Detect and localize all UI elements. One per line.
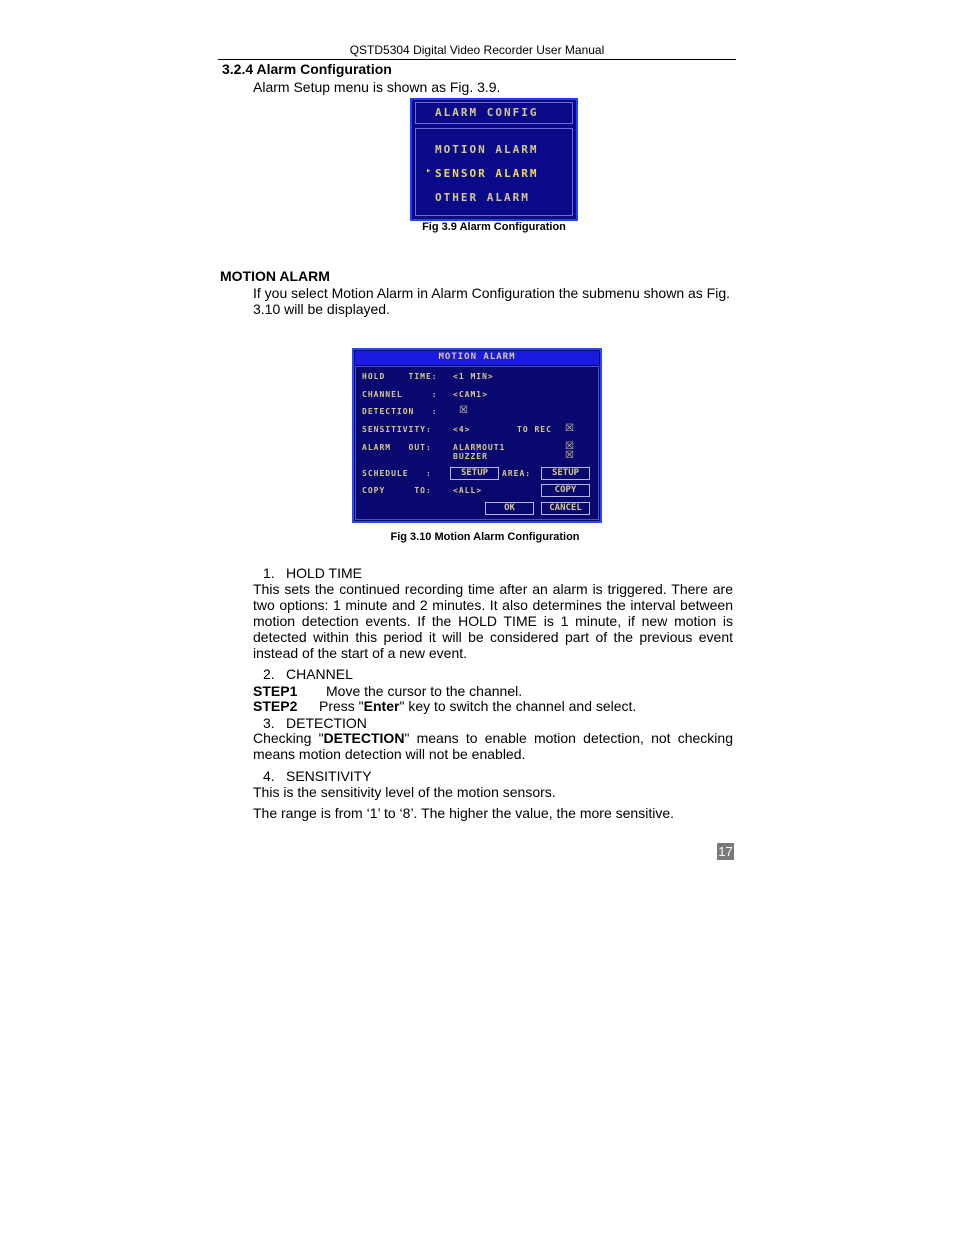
buzzer-checkbox[interactable]: ☒ — [565, 450, 574, 461]
section-heading: 3.2.4 Alarm Configuration — [222, 61, 392, 77]
menu-item-other-alarm[interactable]: OTHER ALARM — [435, 191, 530, 204]
selection-arrow-icon: ▸ — [426, 166, 433, 176]
channel-title: CHANNEL — [286, 666, 353, 682]
to-rec-label: TO REC — [517, 425, 552, 434]
alarm-out-label: ALARM OUT: — [362, 443, 432, 452]
fig39-caption: Fig 3.9 Alarm Configuration — [422, 221, 566, 233]
ok-button[interactable]: OK — [485, 502, 534, 515]
fig310-caption: Fig 3.10 Motion Alarm Configuration — [390, 531, 580, 543]
sensitivity-number: 4. — [263, 768, 275, 784]
detection-label: DETECTION : — [362, 407, 438, 416]
channel-number: 2. — [263, 666, 275, 682]
alarm-config-title: ALARM CONFIG — [435, 106, 539, 119]
header-rule — [218, 59, 736, 60]
motion-alarm-heading: MOTION ALARM — [220, 268, 330, 284]
step2-pre: Press " — [319, 698, 364, 714]
copy-to-value[interactable]: <ALL> — [453, 486, 483, 495]
detection-title: DETECTION — [286, 715, 367, 731]
motion-intro-line2: 3.10 will be displayed. — [253, 301, 390, 317]
hold-time-title: HOLD TIME — [286, 565, 362, 581]
sensitivity-line1: This is the sensitivity level of the motion sensors. — [253, 784, 556, 800]
schedule-label: SCHEDULE : — [362, 469, 432, 478]
sensitivity-value[interactable]: <4> — [453, 425, 471, 434]
step2-label: STEP2 — [253, 698, 298, 714]
to-rec-checkbox[interactable]: ☒ — [565, 423, 574, 434]
copy-button[interactable]: COPY — [541, 484, 590, 497]
step2-post: " key to switch the channel and select. — [399, 698, 637, 714]
step1-label: STEP1 — [253, 683, 298, 699]
motion-alarm-title-bar — [355, 351, 599, 365]
sensitivity-line2: The range is from ‘1’ to ‘8’. The higher the value, the more sensitive. — [253, 805, 674, 821]
motion-alarm-title: MOTION ALARM — [438, 352, 516, 362]
step2-key: Enter — [363, 698, 400, 714]
detection-post: " means to enable motion detection, not checking means motion detection will not be enabled. — [253, 730, 733, 762]
alarm-out-1-checkbox[interactable]: ☒ — [565, 441, 574, 452]
alarm-out-1: ALARMOUT1 — [453, 443, 506, 452]
section-intro: Alarm Setup menu is shown as Fig. 3.9. — [253, 79, 501, 95]
sensitivity-title: SENSITIVITY — [286, 768, 372, 784]
motion-intro-line1: If you select Motion Alarm in Alarm Configuration the submenu shown as Fig. — [253, 285, 731, 301]
copy-to-label: COPY TO: — [362, 486, 432, 495]
detection-number: 3. — [263, 715, 275, 731]
detection-pre: Checking " — [253, 730, 324, 746]
page-number: 17 — [718, 844, 733, 859]
area-setup-button[interactable]: SETUP — [541, 467, 590, 480]
motion-alarm-screen — [352, 348, 602, 523]
menu-item-sensor-alarm[interactable]: SENSOR ALARM — [435, 167, 539, 180]
hold-time-description: This sets the continued recording time after an alarm is triggered. There are two options: 1 minute and 2 minutes. It also determines the interval between motion detection events. If the HOLD TIME is 1 minute, if new motion is detected within this period it will be considered part of the previous event instead of the start of a new event. — [253, 581, 733, 661]
hold-time-value[interactable]: <1 MIN> — [453, 372, 494, 381]
menu-item-motion-alarm[interactable]: MOTION ALARM — [435, 143, 539, 156]
detection-checkbox[interactable]: ☒ — [459, 405, 468, 416]
cancel-button[interactable]: CANCEL — [541, 502, 590, 515]
hold-time-label: HOLD TIME: — [362, 372, 438, 381]
sensitivity-label: SENSITIVITY: — [362, 425, 432, 434]
detection-description — [253, 730, 733, 762]
detection-key: DETECTION — [323, 730, 405, 746]
alarm-config-screen — [410, 98, 578, 221]
alarm-out-buzzer: BUZZER — [453, 452, 488, 461]
alarm-config-menu — [415, 128, 573, 216]
schedule-setup-button[interactable]: SETUP — [450, 467, 499, 480]
alarm-config-title-bar — [415, 102, 573, 124]
channel-value[interactable]: <CAM1> — [453, 390, 488, 399]
document-header: QSTD5304 Digital Video Recorder User Manual — [349, 43, 605, 57]
hold-time-number: 1. — [263, 565, 275, 581]
step2-text — [319, 698, 636, 714]
channel-label: CHANNEL : — [362, 390, 438, 399]
area-label: AREA: — [502, 469, 532, 478]
step1-text: Move the cursor to the channel. — [326, 683, 523, 699]
